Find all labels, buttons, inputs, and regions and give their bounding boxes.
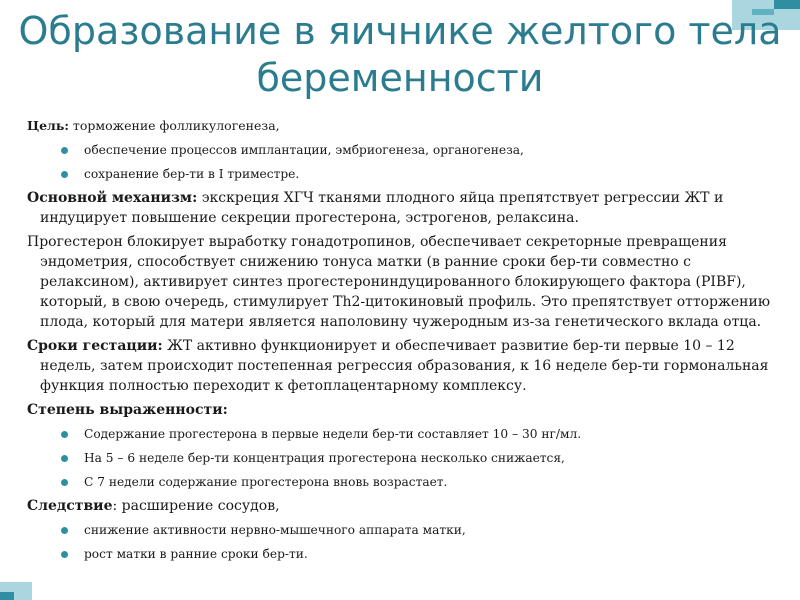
list-item-text: На 5 – 6 неделе бер-ти концентрация прогестерона несколько снижается,: [84, 451, 565, 465]
goal-paragraph: [27, 116, 782, 136]
list-item: [27, 164, 782, 184]
list-item-text: снижение активности нервно-мышечного аппарата матки,: [84, 523, 466, 537]
bullet-icon: [61, 171, 68, 178]
list-item: [27, 448, 782, 468]
list-item: [27, 472, 782, 492]
list-item-text: Содержание прогестерона в первые недели бер-ти составляет 10 – 30 нг/мл.: [84, 427, 582, 441]
goal-label: Цель:: [27, 118, 69, 133]
list-item-text: обеспечение процессов имплантации, эмбриогенеза, органогенеза,: [84, 143, 524, 157]
list-item: [27, 544, 782, 564]
bullet-icon: [61, 455, 68, 462]
bullet-icon: [61, 479, 68, 486]
consequence-label: Следствие: [27, 498, 113, 514]
list-item: [27, 140, 782, 160]
slide-title: Образование в яичнике желтого тела беременности: [18, 9, 782, 100]
corner-decoration-bottom-left: [0, 582, 32, 600]
list-item-text: рост матки в ранние сроки бер-ти.: [84, 547, 308, 561]
term-text: ЖТ активно функционирует и обеспечивает развитие бер-ти первые 10 – 12 недель, затем происходит постепенная регрессия образования, к 16 неделе бер-ти гормональная функция полностью переходит к фетоплацентарному комплексу.: [40, 338, 769, 394]
bullet-icon: [61, 431, 68, 438]
list-item-text: сохранение бер-ти в I триместре.: [84, 167, 300, 181]
degree-paragraph: [27, 400, 782, 420]
mechanism-paragraph: [27, 188, 782, 228]
bullet-icon: [61, 551, 68, 558]
consequence-paragraph: [27, 496, 782, 516]
consequence-text: : расширение сосудов,: [112, 498, 280, 514]
term-paragraph: [27, 336, 782, 396]
mechanism-label: Основной механизм:: [27, 190, 198, 206]
degree-label: Степень выраженности:: [27, 402, 228, 418]
list-item: [27, 424, 782, 444]
list-item: [27, 520, 782, 540]
slide-content: [27, 116, 782, 568]
list-item-text: С 7 недели содержание прогестерона вновь возрастает.: [84, 475, 448, 489]
term-label: Сроки гестации:: [27, 338, 163, 354]
goal-text: торможение фолликулогенеза,: [68, 118, 280, 133]
mechanism-text: экскреция ХГЧ тканями плодного яйца препятствует регрессии ЖТ и индуцирует повышение секреции прогестерона, эстрогенов, релаксина.: [40, 190, 724, 226]
progesterone-paragraph: Прогестерон блокирует выработку гонадотропинов, обеспечивает секреторные превращения эндометрия, способствует снижению тонуса матки (в ранние сроки бер-ти совместно с релаксином), активирует синтез прогестерониндуцированного блокирующего фактора (PIBF), который, в свою очередь, стимулирует Th2-цитокиновый профиль. Это препятствует отторжению плода, который для матери является наполовину чужеродным из-за генетического вклада отца.: [27, 234, 771, 330]
bullet-icon: [61, 147, 68, 154]
bullet-icon: [61, 527, 68, 534]
